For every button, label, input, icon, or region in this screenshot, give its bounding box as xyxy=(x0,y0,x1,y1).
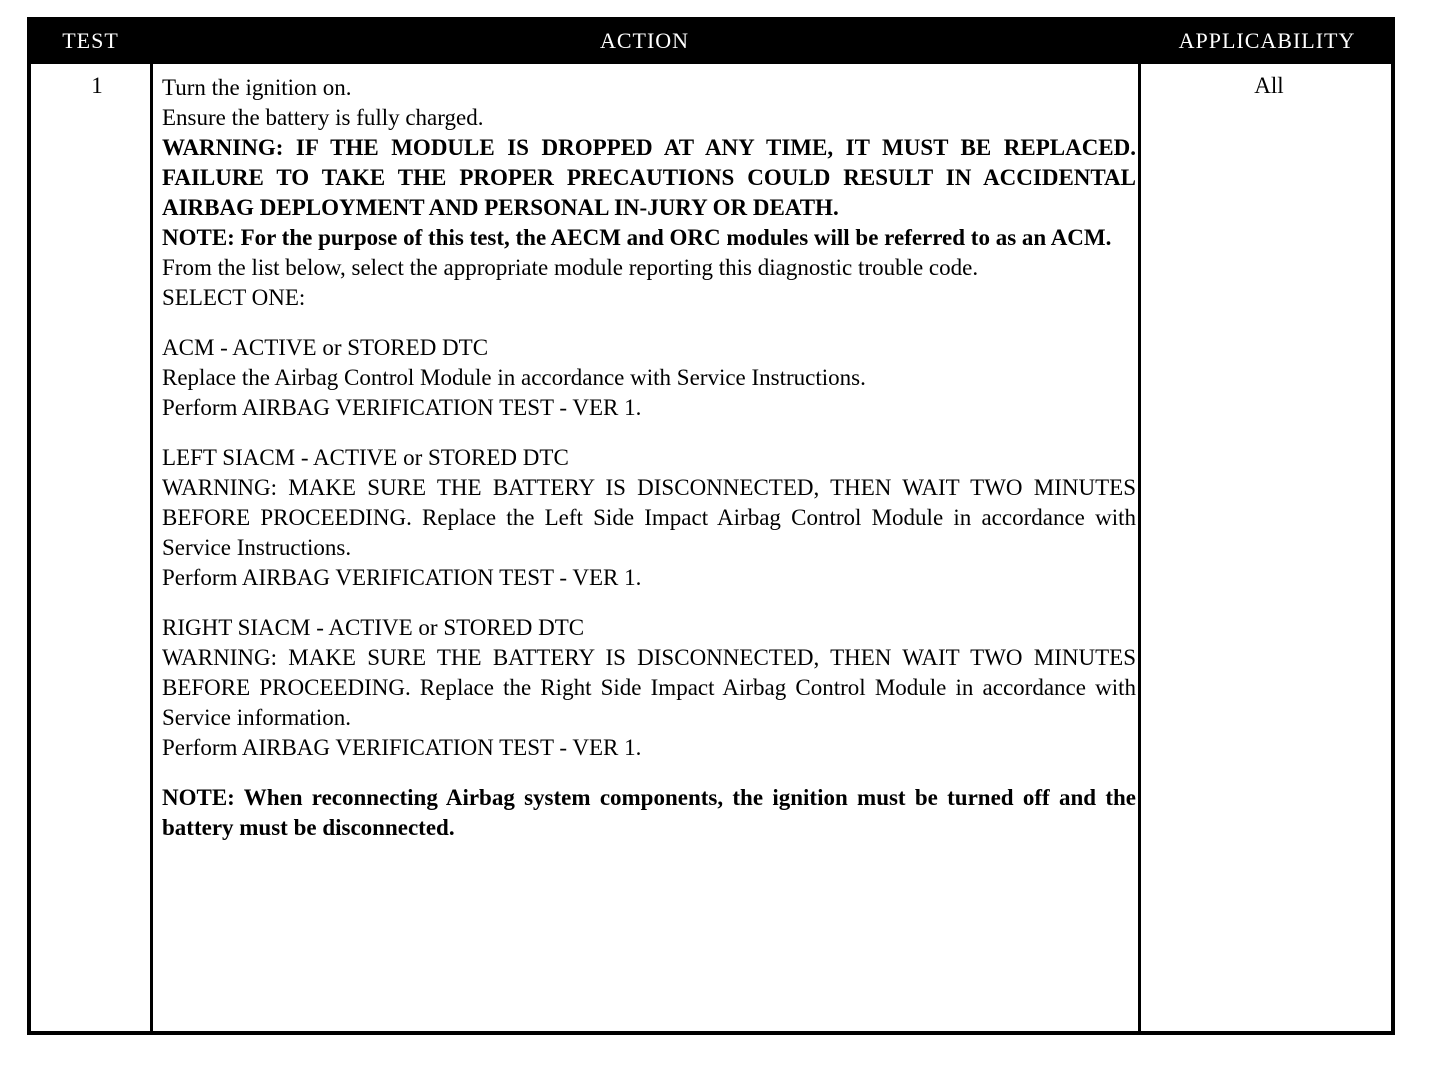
option-right-siacm-title: RIGHT SIACM - ACTIVE or STORED DTC xyxy=(162,615,585,640)
option-left-siacm-body: WARNING: MAKE SURE THE BATTERY IS DISCONNECTED, THEN WAIT TWO MINUTES BEFORE PROCEEDING. Replace the Left Side Impact Airbag Control Module in accordance with Service Instructions. xyxy=(162,475,1136,560)
option-right-siacm-body: WARNING: MAKE SURE THE BATTERY IS DISCONNECTED, THEN WAIT TWO MINUTES BEFORE PROCEEDING. Replace the Right Side Impact Airbag Control Module in accordance with Service information. xyxy=(162,645,1136,730)
option-acm-perform: Perform AIRBAG VERIFICATION TEST - VER 1. xyxy=(162,395,642,420)
option-acm-title: ACM - ACTIVE or STORED DTC xyxy=(162,335,489,360)
applicability-value: All xyxy=(1254,73,1284,98)
column-divider-test-action xyxy=(150,61,153,1031)
test-number: 1 xyxy=(91,73,103,98)
option-left-siacm-title: LEFT SIACM - ACTIVE or STORED DTC xyxy=(162,445,569,470)
header-action: ACTION xyxy=(599,28,690,53)
reconnect-note: NOTE: When reconnecting Airbag system components, the ignition must be turned off and the battery must be disconnected. xyxy=(162,785,1136,840)
select-one-label: SELECT ONE: xyxy=(162,285,306,310)
option-right-siacm-perform: Perform AIRBAG VERIFICATION TEST - VER 1. xyxy=(162,735,642,760)
diagnostic-table xyxy=(27,17,1395,1035)
module-drop-warning: WARNING: IF THE MODULE IS DROPPED AT ANY TIME, IT MUST BE REPLACED. FAILURE TO TAKE THE PROPER PRECAUTIONS COULD RESULT IN ACCIDENTAL AIRBAG DEPLOYMENT AND PERSONAL IN-JURY OR DEATH. xyxy=(162,135,1136,220)
option-left-siacm-perform: Perform AIRBAG VERIFICATION TEST - VER 1. xyxy=(162,565,642,590)
option-acm-body: Replace the Airbag Control Module in accordance with Service Instructions. xyxy=(162,365,866,390)
header-divider xyxy=(31,61,1391,64)
step-ignition-on: Turn the ignition on. xyxy=(162,75,352,100)
header-applicability: APPLICABILITY xyxy=(1178,28,1356,53)
acm-note: NOTE: For the purpose of this test, the AECM and ORC modules will be referred to as an ACM. xyxy=(162,225,1112,250)
table-header xyxy=(31,21,1391,61)
column-divider-action-applicability xyxy=(1138,61,1141,1031)
header-test: TEST xyxy=(62,28,119,53)
step-battery-charged: Ensure the battery is fully charged. xyxy=(162,105,484,130)
select-instruction: From the list below, select the appropriate module reporting this diagnostic trouble code. xyxy=(162,255,979,280)
action-cell xyxy=(162,73,1136,843)
